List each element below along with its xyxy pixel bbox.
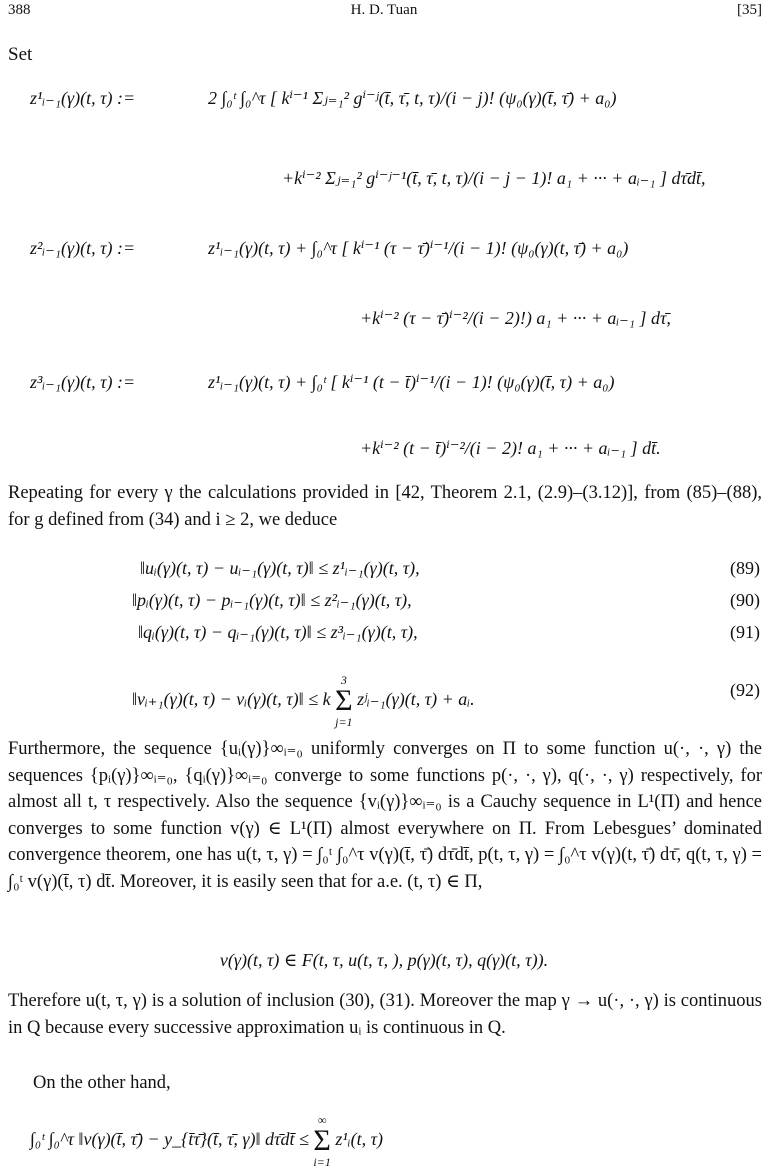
- z2-line2: +kⁱ⁻² (τ − τ̄)ⁱ⁻²/(i − 2)!) a₁ + ··· + aᵢ₋₁ ] dτ̄,: [360, 308, 671, 328]
- final-inequality-right: z¹ᵢ(t, τ): [335, 1129, 384, 1150]
- z2-line1: z¹ᵢ₋₁(γ)(t, τ) + ∫₀^τ [ kⁱ⁻¹ (τ − τ̄)ⁱ⁻¹/(i − 1)! (ψ₀(γ)(t, τ̄) + a₀): [208, 238, 629, 258]
- z1-line2: +kⁱ⁻² Σⱼ₌₁² gⁱ⁻ʲ⁻¹(t̄, τ̄, t, τ)/(i − j − 1)! a₁ + ··· + aᵢ₋₁ ] dτ̄dt̄,: [282, 168, 706, 188]
- equation-number-90: (90): [730, 590, 760, 610]
- equation-number-92: (92): [730, 680, 760, 700]
- paragraph-furthermore: Furthermore, the sequence {uᵢ(γ)}∞ᵢ₌₀ uniformly converges on Π to some function u(·, ·, γ) the sequences {pᵢ(γ)}∞ᵢ₌₀, {qᵢ(γ)}∞ᵢ₌₀ converge to some functions p(·, ·, γ), q(·, ·, γ) respectively, for almost all t, τ respectively. Also the sequence {vᵢ(γ)}∞ᵢ₌₀ is a Cauchy sequence in L¹(Π) and hence converges to some function v(γ) ∈ L¹(Π) almost everywhere on Π. From Lebesgues’ dominated convergence theorem, one has u(t, τ, γ) = ∫₀ᵗ ∫₀^τ v(γ)(t̄, τ̄) dτ̄dt̄, p(t, τ, γ) = ∫₀^τ v(γ)(t, τ̄) dτ̄, q(t, τ, γ) = ∫₀ᵗ v(γ)(t̄, τ) dt̄. Moreover, it is easily seen that for a.e. (t, τ) ∈ Π,: [8, 739, 762, 892]
- z1-line1: 2 ∫₀ᵗ ∫₀^τ [ kⁱ⁻¹ Σⱼ₌₁² gⁱ⁻ʲ(t̄, τ̄, t, τ)/(i − j)! (ψ₀(γ)(t̄, τ̄) + a₀): [208, 88, 617, 108]
- paragraph-other-hand: On the other hand,: [33, 1073, 171, 1093]
- inclusion-display: v(γ)(t, τ) ∈ F(t, τ, u(t, τ, ), p(γ)(t, τ), q(γ)(t, τ)).: [219, 950, 549, 970]
- final-sigma-symbol: Σ: [313, 1124, 331, 1157]
- inequality-92: [132, 674, 475, 728]
- inequality-90: ‖pᵢ(γ)(t, τ) − pᵢ₋₁(γ)(t, τ)‖ ≤ z²ᵢ₋₁(γ)(t, τ),: [132, 590, 412, 610]
- inequality-89: ‖uᵢ(γ)(t, τ) − uᵢ₋₁(γ)(t, τ)‖ ≤ z¹ᵢ₋₁(γ)(t, τ),: [140, 558, 420, 578]
- z1-lhs: z¹ᵢ₋₁(γ)(t, τ) :=: [30, 88, 136, 108]
- final-summation: [313, 1114, 330, 1168]
- sum-lower-limit: j=1: [335, 715, 353, 729]
- summation: [335, 674, 352, 728]
- z3-line1: z¹ᵢ₋₁(γ)(t, τ) + ∫₀ᵗ [ kⁱ⁻¹ (t − t̄)ⁱ⁻¹/(i − 1)! (ψ₀(γ)(t̄, τ) + a₀): [208, 372, 615, 392]
- final-sum-lower-limit: i=1: [313, 1155, 331, 1169]
- sigma-symbol: Σ: [335, 684, 353, 717]
- volume-number: [35]: [737, 2, 762, 18]
- intro-word: Set: [8, 44, 33, 65]
- equation-number-89: (89): [730, 558, 760, 578]
- paragraph-repeating: Repeating for every γ the calculations provided in [42, Theorem 2.1, (2.9)–(3.12)], from (85)–(88), for g defined from (34) and i ≥ 2, we deduce: [8, 483, 762, 530]
- final-sum-upper-limit: ∞: [317, 1113, 327, 1127]
- z3-line2: +kⁱ⁻² (t − t̄)ⁱ⁻²/(i − 2)! a₁ + ··· + aᵢ₋₁ ] dt̄.: [360, 438, 661, 458]
- paragraph-therefore: Therefore u(t, τ, γ) is a solution of inclusion (30), (31). Moreover the map γ → u(·, ·, γ) is continuous in Q because every successive approximation uᵢ is continuous in Q.: [8, 991, 762, 1038]
- z2-lhs: z²ᵢ₋₁(γ)(t, τ) :=: [30, 238, 136, 258]
- z3-lhs: z³ᵢ₋₁(γ)(t, τ) :=: [30, 372, 136, 392]
- final-inequality: [30, 1114, 383, 1168]
- page-number: 388: [8, 2, 31, 18]
- sum-upper-limit: 3: [340, 673, 347, 687]
- inequality-91: ‖qᵢ(γ)(t, τ) − qᵢ₋₁(γ)(t, τ)‖ ≤ z³ᵢ₋₁(γ)(t, τ),: [138, 622, 418, 642]
- running-head-author: H. D. Tuan: [350, 2, 418, 18]
- equation-number-91: (91): [730, 622, 760, 642]
- final-inequality-left: ∫₀ᵗ ∫₀^τ ‖v(γ)(t̄, τ̄) − y_{t̄τ̄}(t̄, τ̄, γ)‖ dτ̄dt̄ ≤: [30, 1129, 309, 1150]
- inequality-92-left: ‖vᵢ₊₁(γ)(t, τ) − vᵢ(γ)(t, τ)‖ ≤ k: [132, 689, 331, 710]
- inequality-92-right: zʲᵢ₋₁(γ)(t, τ) + aᵢ.: [357, 689, 475, 710]
